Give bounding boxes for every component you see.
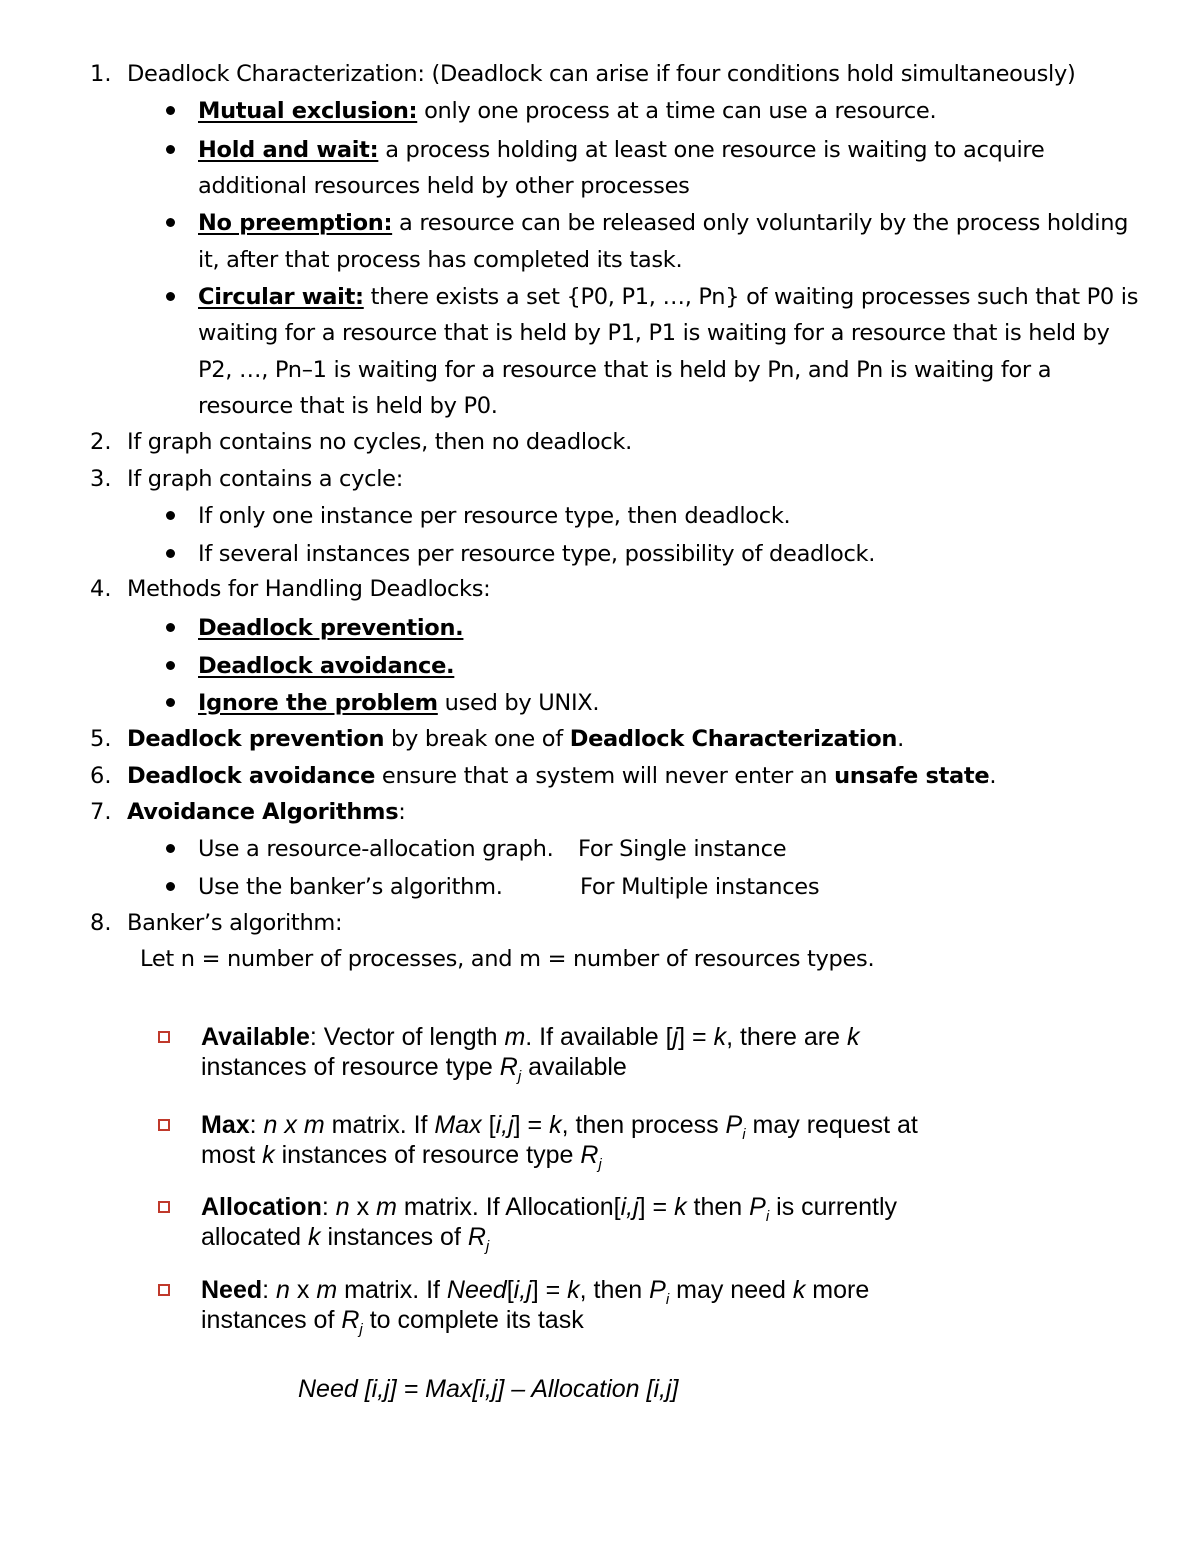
var: n: [335, 1193, 350, 1221]
text: .: [989, 763, 997, 789]
bold-term: Avoidance Algorithms: [127, 799, 399, 825]
bullet-icon: [166, 511, 175, 520]
var: P: [749, 1193, 766, 1221]
bullet-continuation: additional resources held by other processes: [198, 173, 690, 199]
checkbox-icon: [158, 1201, 170, 1213]
text: : Vector of length: [309, 1023, 505, 1051]
item-7-text: [127, 798, 406, 826]
var: j: [672, 1023, 679, 1051]
bullet-icon: [166, 218, 175, 227]
text: ] =: [513, 1111, 550, 1139]
var: m: [376, 1193, 397, 1221]
text: is currently: [769, 1193, 897, 1221]
var: i,j: [495, 1111, 514, 1139]
var: k: [308, 1223, 321, 1251]
bullet-icon: [166, 549, 175, 558]
text: matrix. If Allocation[: [396, 1193, 621, 1221]
mutual-exclusion-line: [198, 97, 936, 125]
text: x: [349, 1193, 377, 1221]
var: k: [792, 1276, 806, 1304]
text: instances of: [201, 1306, 342, 1334]
item-number: 7.: [90, 799, 112, 825]
text: . If available [: [525, 1023, 673, 1051]
var: i,j: [620, 1193, 639, 1221]
def-term: Max: [201, 1111, 250, 1139]
algorithm-note: For Single instance: [578, 836, 787, 862]
var: k: [262, 1141, 275, 1169]
subscript: j: [598, 1156, 602, 1173]
item-5-text: [127, 725, 904, 753]
text: most: [201, 1141, 263, 1169]
var: m: [316, 1276, 338, 1304]
item-6-text: [127, 762, 996, 790]
text: may request at: [745, 1111, 918, 1139]
need-formula: Need [i,j] = Max[i,j] – Allocation [i,j]: [298, 1375, 679, 1403]
available-line-1: [201, 1022, 859, 1052]
circular-wait-line: [198, 283, 1138, 311]
text: may need: [669, 1276, 793, 1304]
item-number: 5.: [90, 726, 112, 752]
var: Need: [446, 1276, 507, 1304]
var: i,j: [513, 1276, 532, 1304]
text: available: [521, 1053, 627, 1081]
algorithm-text: Use the banker’s algorithm.: [198, 874, 503, 900]
var: k: [567, 1276, 580, 1304]
text: instances of resource type: [201, 1053, 500, 1081]
var: k: [674, 1193, 687, 1221]
text: ensure that a system will never enter an: [375, 763, 835, 789]
text: , there are: [726, 1023, 847, 1051]
var: n: [276, 1276, 290, 1304]
checkbox-icon: [158, 1031, 170, 1043]
checkbox-icon: [158, 1284, 170, 1296]
text: .: [897, 726, 904, 752]
bullet-term: Mutual exclusion:: [198, 98, 418, 124]
bullet-continuation: waiting for a resource that is held by P1, P1 is waiting for a resource that is held by: [198, 320, 1110, 346]
bullet-term: Circular wait:: [198, 284, 364, 310]
var: Max: [434, 1111, 482, 1139]
var: m: [303, 1111, 325, 1139]
subscript: i: [665, 1291, 670, 1308]
item-number: 1.: [90, 61, 112, 87]
bullet-icon: [166, 844, 175, 853]
text: [: [506, 1276, 514, 1304]
bullet-term: Deadlock avoidance.: [198, 653, 455, 679]
var: R: [580, 1141, 599, 1169]
bold-term: Deadlock avoidance: [127, 763, 376, 789]
var: k: [713, 1023, 727, 1051]
text: ] =: [638, 1193, 675, 1221]
bullet-icon: [166, 698, 175, 707]
bullet-term: Hold and wait:: [198, 137, 379, 163]
var: R: [499, 1053, 518, 1081]
bullet-term: Deadlock prevention.: [198, 615, 464, 641]
text: allocated: [201, 1223, 309, 1251]
available-line-2: [201, 1052, 627, 1092]
bullet-term: No preemption:: [198, 210, 393, 236]
subscript: j: [359, 1321, 363, 1338]
method-line: [198, 689, 599, 717]
algorithm-note: For Multiple instances: [580, 874, 820, 900]
text: x: [289, 1276, 317, 1304]
var: k: [549, 1111, 562, 1139]
var: k: [846, 1023, 860, 1051]
text: :: [249, 1111, 264, 1139]
item-2-text: If graph contains no cycles, then no deadlock.: [127, 429, 632, 455]
bold-term: Deadlock Characterization: [569, 726, 898, 752]
var: R: [467, 1223, 486, 1251]
bullet-text: only one process at a time can use a resource.: [424, 98, 937, 124]
bullet-text: a process holding at least one resource is waiting to acquire: [385, 137, 1045, 163]
var: n: [263, 1111, 278, 1139]
subscript: j: [485, 1238, 490, 1255]
text: by break one of: [384, 726, 570, 752]
def-term: Need: [201, 1276, 263, 1304]
text: ] =: [678, 1023, 714, 1051]
text: instances of resource type: [274, 1141, 581, 1169]
algorithm-text: Use a resource-allocation graph.: [198, 836, 554, 862]
item-3-text: If graph contains a cycle:: [127, 466, 403, 492]
hold-and-wait-line: [198, 136, 1044, 164]
bullet-icon: [166, 661, 175, 670]
subscript: j: [517, 1068, 522, 1085]
bullet-text: If only one instance per resource type, then deadlock.: [198, 503, 791, 529]
text: [: [481, 1111, 496, 1139]
text: instances of: [320, 1223, 468, 1251]
bullet-continuation: resource that is held by P0.: [198, 393, 498, 419]
text: ] =: [531, 1276, 568, 1304]
item-number: 3.: [90, 466, 112, 492]
bullet-icon: [166, 623, 175, 632]
allocation-line-2: [201, 1222, 489, 1262]
let-statement: Let n = number of processes, and m = number of resources types.: [140, 946, 875, 972]
text: , then process: [561, 1111, 726, 1139]
text: then: [686, 1193, 750, 1221]
text: :: [398, 799, 406, 825]
bullet-text: used by UNIX.: [437, 690, 600, 716]
bullet-icon: [166, 292, 175, 301]
item-1-text: Deadlock Characterization: (Deadlock can arise if four conditions hold simultaneously): [127, 61, 1076, 87]
bullet-text: If several instances per resource type, possibility of deadlock.: [198, 541, 876, 567]
text: matrix. If: [337, 1276, 447, 1304]
text: :: [321, 1193, 336, 1221]
item-number: 8.: [90, 910, 112, 936]
var: P: [649, 1276, 666, 1304]
item-4-text: Methods for Handling Deadlocks:: [127, 576, 491, 602]
text: , then: [579, 1276, 650, 1304]
var: P: [725, 1111, 743, 1139]
bullet-icon: [166, 106, 175, 115]
bullet-icon: [166, 882, 175, 891]
def-term: Allocation: [201, 1193, 322, 1221]
text: matrix. If: [324, 1111, 435, 1139]
item-number: 6.: [90, 763, 112, 789]
bullet-term: Ignore the problem: [198, 690, 438, 716]
var: m: [504, 1023, 526, 1051]
var: x: [277, 1111, 304, 1139]
text: to complete its task: [362, 1306, 584, 1334]
def-term: Available: [201, 1023, 310, 1051]
item-8-text: Banker’s algorithm:: [127, 910, 343, 936]
text: more: [805, 1276, 870, 1304]
need-line-2: [201, 1305, 584, 1345]
item-number: 4.: [90, 576, 112, 602]
bullet-continuation: it, after that process has completed its task.: [198, 247, 683, 273]
bullet-text: there exists a set {P0, P1, …, Pn} of waiting processes such that P0 is: [370, 284, 1139, 310]
method-line: [198, 614, 463, 642]
max-line-2: [201, 1140, 602, 1180]
item-number: 2.: [90, 429, 112, 455]
bold-term: Deadlock prevention: [127, 726, 385, 752]
text: :: [262, 1276, 277, 1304]
checkbox-icon: [158, 1119, 170, 1131]
subscript: i: [742, 1126, 746, 1143]
bullet-icon: [166, 145, 175, 154]
subscript: i: [765, 1208, 770, 1225]
bullet-text: a resource can be released only voluntarily by the process holding: [399, 210, 1129, 236]
no-preemption-line: [198, 209, 1128, 237]
bullet-continuation: P2, …, Pn–1 is waiting for a resource that is held by Pn, and Pn is waiting for a: [198, 357, 1052, 383]
bold-term: unsafe state: [834, 763, 990, 789]
method-line: [198, 652, 454, 680]
var: R: [341, 1306, 360, 1334]
